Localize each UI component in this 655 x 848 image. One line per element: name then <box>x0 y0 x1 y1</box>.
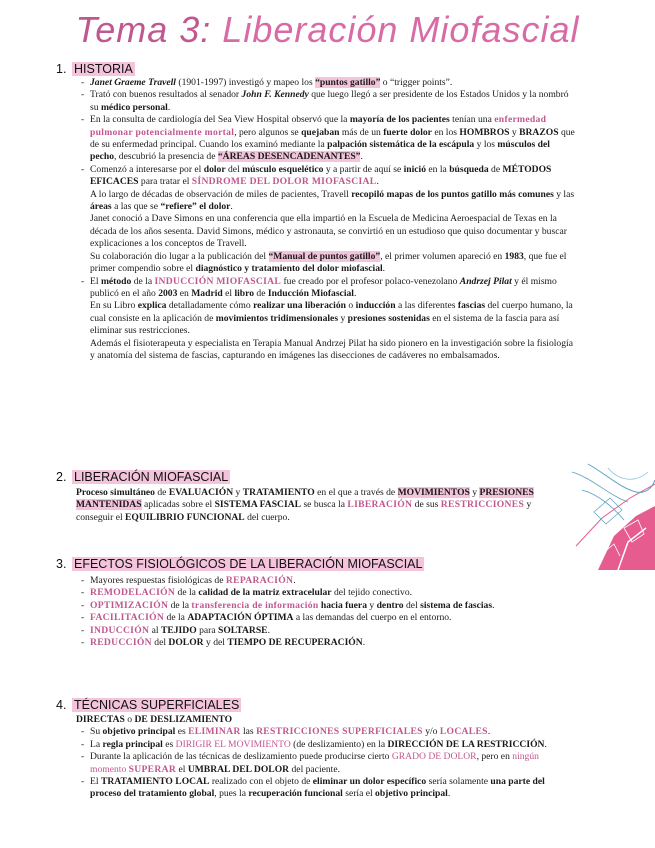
anatomy-muscle-illustration-icon <box>558 458 655 570</box>
bullet-list <box>56 276 576 301</box>
paragraph: En su Libro explica detalladamente cómo realizar una liberación o inducción a las diferentes fascias del cuerpo humano, la cual consiste en la aplicación de movimientos tridimensionales y presiones sostenidas en el sistema de la fascia para así eliminar sus restricciones. <box>90 300 573 337</box>
list-item: - El método de la INDUCCIÓN MIOFASCIAL fue creado por el profesor polaco-venezolano Andrzej Pilat y él mismo publicó en el año 2003 en Madrid el libro de Inducción Miofascial. <box>90 276 576 301</box>
list-item: - REMODELACIÓN de la calidad de la matriz extracelular del tejido conectivo. <box>90 587 576 599</box>
title-prefix: Tema 3: <box>75 9 212 50</box>
list-item: - La regla principal es DIRIGIR EL MOVIMIENTO (de deslizamiento) en la DIRECCIÓN DE LA RESTRICCIÓN. <box>90 739 576 751</box>
list-item: - Mayores respuestas fisiológicas de REPARACIÓN. <box>90 575 576 587</box>
section-heading: 4. TÉCNICAS SUPERFICIALES <box>56 698 240 712</box>
list-item: - OPTIMIZACIÓN de la transferencia de información hacia fuera y dentro del sistema de fascias. <box>90 600 576 612</box>
section-heading: 1. HISTORIA <box>56 62 133 76</box>
bullet-list <box>56 726 576 800</box>
section-historia <box>56 61 576 362</box>
list-item: - Janet Graeme Travell (1901-1997) investigó y mapeo los “puntos gatillo” o “trigger points”. <box>90 77 576 89</box>
page-title <box>0 8 655 52</box>
section-liberacion <box>56 469 556 524</box>
paragraph: Además el fisioterapeuta y especialista en Terapia Manual Andrzej Pilat ha sido pionero en la investigación sobre la fisiología y anatomía del sistema de fascias, capturando en imágenes las disecciones de cadáveres no embalsamados. <box>90 337 573 361</box>
paragraph: A lo largo de décadas de observación de miles de pacientes, Travell recopiló mapas de los puntos gatillo más comunes y las áreas a las que se “refiere” el dolor. <box>90 188 575 213</box>
bullet-list <box>56 575 576 649</box>
paragraph: Su colaboración dio lugar a la publicación del “Manual de puntos gatillo”, el primer volumen apareció en 1983, que fue el primer compendio sobre el diagnóstico y tratamiento del dolor miofascial. <box>90 250 567 275</box>
list-item: - Su objetivo principal es ELIMINAR las RESTRICCIONES SUPERFICIALES y/o LOCALES. <box>90 726 576 738</box>
section-heading: 2. LIBERACIÓN MIOFASCIAL <box>56 470 229 484</box>
paragraph: Janet conoció a Dave Simons en una conferencia que ella impartió en la Escuela de Medicina Aeroespacial de Texas en la década de los años sesenta. David Simons, médico y astronauta, se convirtió en un estudioso que quiso documentar y buscar explicaciones a los conceptos de Travell. <box>90 213 567 250</box>
section-efectos <box>56 556 576 649</box>
subheading: DIRECTAS o DE DESLIZAMIENTO <box>76 714 233 725</box>
section-heading: 3. EFECTOS FISIOLÓGICOS DE LA LIBERACIÓN MIOFASCIAL <box>56 557 423 571</box>
heading-text: EFECTOS FISIOLÓGICOS DE LA LIBERACIÓN MIOFASCIAL <box>74 557 423 571</box>
list-item: - Durante la aplicación de las técnicas de deslizamiento puede producirse cierto GRADO DE DOLOR, pero en ningún momento SUPERAR el UMBRAL DEL DOLOR del paciente. <box>90 751 576 776</box>
bullet-list <box>56 77 576 189</box>
list-item: - Trató con buenos resultados al senador John F. Kennedy que luego llegó a ser presidente de los Estados Unidos y la nombró su médico personal. <box>90 89 576 114</box>
section-tecnicas <box>56 697 576 801</box>
title-main: Liberación Miofascial <box>222 9 580 50</box>
list-item: - REDUCCIÓN del DOLOR y del TIEMPO DE RECUPERACIÓN. <box>90 637 576 649</box>
list-item: - FACILITACIÓN de la ADAPTACIÓN ÓPTIMA a las demandas del cuerpo en el entorno. <box>90 612 576 624</box>
heading-text: TÉCNICAS SUPERFICIALES <box>74 698 240 712</box>
list-item: - En la consulta de cardiología del Sea View Hospital observó que la mayoría de los pacientes tenían una enfermedad pulmonar potencialmente mortal, pero algunos se quejaban más de un fuerte dolor en los HOMBROS y BRAZOS que de su enfermedad principal. Cuando los examinó mediante la palpación sistemática de la escápula y los músculos del pecho, descubrió la presencia de “ÁREAS DESENCADENANTES”. <box>90 114 576 164</box>
paragraph: Proceso simultáneo de EVALUACIÓN y TRATAMIENTO en el que a través de MOVIMIENTOS y PRESIONES MANTENIDAS aplicadas sobre el SISTEMA FASCIAL se busca la LIBERACIÓN de sus RESTRICCIONES y conseguir el EQUILIBRIO FUNCIONAL del cuerpo. <box>76 487 534 523</box>
list-item: - INDUCCIÓN al TEJIDO para SOLTARSE. <box>90 625 576 637</box>
list-item: - El TRATAMIENTO LOCAL realizado con el objeto de eliminar un dolor específico sería solamente una parte del proceso del tratamiento global, pues la recuperación funcional sería el objetivo principal. <box>90 776 576 801</box>
list-item: - Comenzó a interesarse por el dolor del músculo esquelético y a partir de aquí se inició en la búsqueda de MÉTODOS EFICACES para tratar el SÍNDROME DEL DOLOR MIOFASCIAL. <box>90 164 576 189</box>
heading-text: LIBERACIÓN MIOFASCIAL <box>74 470 229 484</box>
heading-text: HISTORIA <box>74 62 133 76</box>
